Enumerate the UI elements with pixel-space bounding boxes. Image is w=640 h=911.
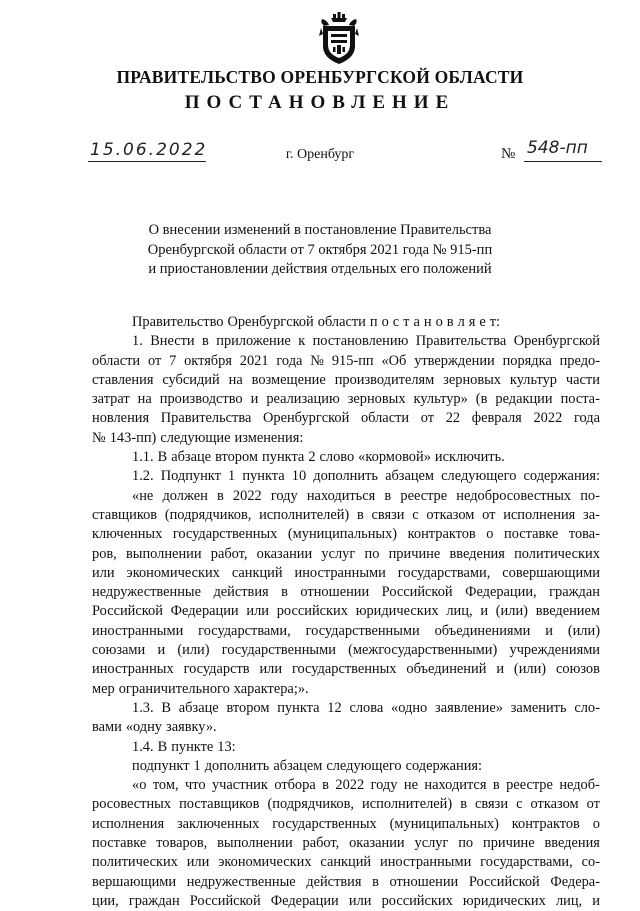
- body-word: объединениями: [434, 622, 531, 639]
- body-word: выполнении: [126, 545, 202, 562]
- body-word: вами: [92, 719, 122, 736]
- body-word: недобросовестных: [456, 487, 572, 504]
- subject-line: О внесении изменений в постановление Правительства: [148, 222, 492, 238]
- body-word: поставке: [92, 835, 147, 852]
- body-word: 12: [327, 699, 342, 716]
- body-word: поставщиков: [179, 796, 260, 813]
- body-line: [92, 371, 600, 390]
- body-word: оказании: [256, 545, 313, 562]
- body-word: от: [586, 796, 600, 813]
- body-word: 22: [445, 410, 461, 427]
- body-word: Российской: [381, 584, 453, 601]
- body-word: области: [92, 352, 141, 369]
- body-line: [92, 448, 600, 467]
- body-word: 2: [308, 449, 316, 466]
- body-word: (или): [495, 603, 528, 620]
- body-word: исключить.: [434, 449, 505, 466]
- document-body: [92, 313, 600, 911]
- body-word: росовестных: [92, 796, 172, 813]
- body-word: (в: [475, 391, 488, 408]
- body-word: В: [157, 449, 168, 466]
- body-word: российских: [381, 892, 453, 909]
- body-word: порядка: [502, 352, 552, 369]
- body-word: или: [246, 603, 269, 620]
- body-word: сло-: [574, 699, 600, 716]
- body-word: в: [446, 314, 454, 330]
- body-word: возмещение: [251, 371, 326, 388]
- body-word: государств: [183, 661, 250, 678]
- body-word: недружественные: [92, 584, 201, 601]
- body-word: №: [310, 352, 324, 369]
- body-word: контрактов: [407, 526, 476, 543]
- body-word: постановлению: [312, 333, 409, 350]
- body-word: (муниципальных): [287, 526, 398, 543]
- body-word: слово: [319, 449, 355, 466]
- body-word: реестре: [506, 777, 553, 794]
- body-word: по: [458, 835, 474, 852]
- document-subject: [0, 221, 640, 280]
- body-word: том,: [152, 777, 179, 794]
- body-word: в: [281, 584, 288, 601]
- body-word: Правительства: [160, 410, 252, 427]
- body-word: вершающими: [92, 873, 177, 890]
- body-word: ров,: [92, 545, 117, 562]
- body-word: или: [186, 854, 210, 871]
- body-word: ограничительного: [118, 680, 230, 697]
- body-line: [92, 641, 600, 660]
- body-word: Федерации: [270, 892, 339, 909]
- body-line: [92, 313, 600, 332]
- body-word: следующие: [160, 429, 231, 446]
- body-line: [92, 873, 600, 892]
- body-word: Оренбургской: [513, 333, 600, 350]
- body-line: [92, 776, 600, 795]
- body-word: подпункт: [132, 757, 190, 774]
- body-word: Подпункт: [160, 468, 221, 485]
- body-word: абзаце: [178, 699, 219, 716]
- number-underline: [524, 161, 602, 162]
- body-word: со-: [581, 854, 600, 871]
- body-word: (или): [513, 661, 547, 678]
- body-word: в: [492, 777, 500, 794]
- body-word: 1.2.: [132, 468, 154, 485]
- body-word: следующего: [326, 757, 402, 774]
- body-word: зерновых: [443, 371, 501, 388]
- body-word: абзацем: [385, 468, 435, 485]
- body-word: характера;».: [233, 680, 309, 697]
- body-word: действия: [213, 584, 269, 601]
- body-word: на: [137, 391, 152, 408]
- body-word: союзами: [92, 642, 146, 659]
- body-word: связи: [371, 506, 405, 523]
- body-word: ключенных: [92, 526, 163, 543]
- body-word: (подрядчиков,: [164, 506, 252, 523]
- body-word: с: [392, 314, 400, 330]
- body-line: [92, 409, 600, 428]
- body-word: о: [592, 815, 600, 832]
- document-number: 548-пп: [527, 138, 588, 158]
- body-word: Российской: [468, 873, 540, 890]
- body-word: государственными: [221, 642, 336, 659]
- body-line: [92, 795, 600, 814]
- body-word: в: [460, 796, 467, 813]
- body-word: втором: [226, 699, 270, 716]
- number-label: №: [501, 146, 516, 162]
- body-line: [92, 525, 600, 544]
- body-word: 13:: [217, 738, 236, 755]
- body-word: 1.3.: [132, 699, 154, 716]
- body-line: [92, 853, 600, 872]
- body-word: 1.4.: [132, 738, 154, 755]
- body-word: ции,: [92, 892, 119, 909]
- body-word: поставке: [504, 526, 559, 543]
- body-word: и: [157, 642, 166, 659]
- body-word: отношении: [389, 873, 459, 890]
- body-word: производство: [159, 391, 243, 408]
- body-word: (или): [567, 622, 600, 639]
- body-word: това-: [568, 526, 600, 543]
- body-word: о: [381, 314, 389, 330]
- body-word: году: [270, 487, 298, 504]
- body-word: экономических: [218, 854, 312, 871]
- body-word: В: [161, 699, 171, 716]
- body-word: Правительства: [415, 333, 507, 350]
- body-word: году: [370, 777, 398, 794]
- body-word: Внести: [150, 333, 195, 350]
- body-word: государствами,: [198, 622, 291, 639]
- body-word: абзацем: [273, 757, 323, 774]
- body-word: редакции: [495, 391, 553, 408]
- body-word: на: [228, 371, 243, 388]
- body-word: 2022: [335, 777, 365, 794]
- body-word: находиться: [306, 487, 376, 504]
- body-word: части: [565, 371, 600, 388]
- body-word: следующего: [441, 468, 517, 485]
- body-word: от: [482, 506, 496, 523]
- body-word: или: [348, 892, 372, 909]
- body-word: с: [516, 796, 523, 813]
- body-word: «одно: [391, 699, 428, 716]
- body-word: государственных: [172, 526, 278, 543]
- body-word: содержания:: [523, 468, 600, 485]
- body-word: от: [147, 352, 162, 369]
- body-word: не: [403, 777, 418, 794]
- body-line: [92, 622, 600, 641]
- body-word: введением: [535, 603, 600, 620]
- body-word: л: [457, 314, 465, 330]
- body-line: [92, 506, 600, 525]
- body-word: слова: [349, 699, 384, 716]
- body-word: совершающими: [502, 564, 600, 581]
- body-word: ставщиков: [92, 506, 158, 523]
- body-word: пункта: [242, 468, 285, 485]
- body-line: [92, 660, 600, 679]
- body-word: «о: [132, 777, 147, 794]
- body-word: области: [317, 314, 366, 330]
- body-word: субсидий: [162, 371, 220, 388]
- body-word: «не: [132, 487, 154, 504]
- body-word: пункте: [171, 738, 214, 755]
- body-word: с: [412, 506, 419, 523]
- body-line: [92, 390, 600, 409]
- body-word: Российской: [92, 603, 163, 620]
- body-word: юридических: [462, 892, 546, 909]
- body-word: поста-: [560, 391, 600, 408]
- body-line: [92, 892, 600, 911]
- body-word: причине: [388, 545, 441, 562]
- body-word: что: [185, 777, 206, 794]
- body-word: и: [545, 622, 553, 639]
- body-word: лиц,: [446, 603, 473, 620]
- body-line: [92, 352, 600, 371]
- body-word: оказании: [349, 835, 405, 852]
- body-word: или: [259, 661, 283, 678]
- body-word: выполнении: [217, 835, 293, 852]
- body-line: [92, 834, 600, 853]
- body-word: года: [276, 352, 303, 369]
- body-word: действия: [306, 873, 362, 890]
- document-type: ПОСТАНОВЛЕНИЕ: [184, 92, 456, 113]
- body-word: втором: [215, 449, 259, 466]
- body-word: исполнителей): [259, 506, 350, 523]
- body-word: товаров,: [156, 835, 208, 852]
- body-word: В: [157, 738, 168, 755]
- body-word: введения: [449, 545, 505, 562]
- body-line: [92, 602, 600, 621]
- body-word: политических: [514, 545, 600, 562]
- body-word: я: [468, 314, 476, 330]
- body-word: октября: [184, 352, 232, 369]
- body-line: [92, 699, 600, 718]
- body-word: (подрядчиков,: [267, 796, 354, 813]
- body-word: и: [480, 603, 489, 620]
- body-word: отношении: [300, 584, 370, 601]
- body-word: иностранными: [92, 622, 184, 639]
- body-word: лиц,: [555, 892, 583, 909]
- body-word: граждан: [549, 584, 600, 601]
- body-word: исполнения: [92, 815, 165, 832]
- body-word: 7: [169, 352, 177, 369]
- body-word: юридических: [355, 603, 439, 620]
- body-line: [92, 738, 600, 757]
- body-word: мер: [92, 680, 115, 697]
- body-word: отказом: [426, 506, 475, 523]
- body-line: [92, 429, 600, 448]
- body-word: государственных: [291, 661, 397, 678]
- body-word: 915-пп: [331, 352, 374, 369]
- body-word: 1.: [132, 333, 143, 350]
- body-word: отказом: [530, 796, 579, 813]
- body-word: недоб-: [559, 777, 600, 794]
- body-word: Правительство: [132, 314, 224, 330]
- body-word: в: [384, 487, 392, 504]
- body-word: о: [486, 526, 494, 543]
- body-line: [92, 680, 600, 699]
- body-word: российских: [276, 603, 348, 620]
- body-word: или: [92, 564, 115, 581]
- body-word: утверждении: [414, 352, 495, 369]
- body-word: в: [202, 333, 209, 350]
- body-word: «одну: [125, 719, 163, 736]
- body-word: по-: [580, 487, 600, 504]
- body-word: государственных: [272, 815, 377, 832]
- body-word: культур»: [413, 391, 468, 408]
- body-word: Российской: [189, 892, 261, 909]
- body-word: и: [250, 391, 259, 408]
- body-word: за-: [583, 506, 600, 523]
- body-word: е: [479, 314, 486, 330]
- body-word: приложение: [216, 333, 291, 350]
- body-word: пункта: [277, 699, 320, 716]
- body-word: услуг: [414, 835, 449, 852]
- body-word: о: [435, 314, 443, 330]
- body-word: года: [573, 410, 600, 427]
- body-word: «Об: [381, 352, 407, 369]
- body-word: контрактов: [511, 815, 580, 832]
- body-word: в: [356, 506, 364, 523]
- body-word: государствами,: [397, 564, 491, 581]
- body-word: (муниципальных): [389, 815, 499, 832]
- body-word: учреждениями: [509, 642, 600, 659]
- body-word: заменить: [510, 699, 567, 716]
- body-word: работ,: [210, 545, 248, 562]
- body-word: абзаце: [171, 449, 212, 466]
- body-word: Федерации: [170, 603, 239, 620]
- body-word: изменения:: [234, 429, 304, 446]
- body-word: 10: [291, 468, 307, 485]
- body-word: и: [496, 661, 505, 678]
- body-word: в: [322, 777, 329, 794]
- body-line: [92, 545, 600, 564]
- body-word: связи: [475, 796, 509, 813]
- body-word: к: [298, 333, 306, 350]
- body-word: находится: [424, 777, 487, 794]
- body-word: причине: [483, 835, 535, 852]
- body-word: реализацию: [266, 391, 340, 408]
- body-word: государственными: [305, 622, 420, 639]
- body-word: дополнить: [204, 757, 270, 774]
- body-word: дополнить: [313, 468, 378, 485]
- body-word: государствами,: [480, 854, 573, 871]
- body-word: экономических: [126, 564, 220, 581]
- body-word: №: [92, 429, 106, 446]
- organization-name: ПРАВИТЕЛЬСТВО ОРЕНБУРГСКОЙ ОБЛАСТИ: [116, 67, 524, 87]
- subject-line: и приостановлении действия отдельных его положений: [148, 261, 492, 277]
- body-word: культур: [509, 371, 557, 388]
- body-word: по: [364, 545, 380, 562]
- body-word: реестре: [400, 487, 448, 504]
- body-word: исполнения: [503, 506, 576, 523]
- coat-of-arms-icon: [318, 12, 360, 66]
- body-word: отбора: [274, 777, 316, 794]
- body-word: санкций: [320, 854, 372, 871]
- body-word: граждан: [128, 892, 180, 909]
- body-word: иностранными: [380, 854, 472, 871]
- body-word: политических: [92, 854, 178, 871]
- body-word: (или): [177, 642, 210, 659]
- body-word: содержания:: [405, 757, 483, 774]
- body-word: предо-: [559, 352, 600, 369]
- body-word: а: [413, 314, 420, 330]
- subject-line: Оренбургской области от 7 октября 2021 года № 915-пп: [147, 241, 493, 258]
- body-word: объединений: [406, 661, 487, 678]
- body-word: Федерации,: [465, 584, 537, 601]
- body-word: исполнителей): [362, 796, 453, 813]
- body-word: 2021: [239, 352, 269, 369]
- body-word: ставления: [92, 371, 154, 388]
- body-word: работ,: [302, 835, 340, 852]
- body-word: санкций: [231, 564, 283, 581]
- body-word: Федера-: [550, 873, 600, 890]
- body-word: 143-пп): [109, 429, 157, 446]
- body-word: 1: [228, 468, 236, 485]
- body-word: иностранными: [294, 564, 386, 581]
- body-line: [92, 815, 600, 834]
- body-word: должен: [162, 487, 208, 504]
- body-word: «кормовой»: [358, 449, 431, 466]
- body-word: от: [420, 410, 435, 427]
- body-word: 1.1.: [132, 449, 154, 466]
- body-line: [92, 718, 600, 737]
- body-word: т:: [489, 314, 501, 330]
- document-date: 15.06.2022: [90, 140, 208, 160]
- body-word: заявку».: [166, 719, 217, 736]
- document-city: г. Оренбург: [285, 147, 355, 162]
- body-line: [92, 757, 600, 776]
- body-line: [92, 583, 600, 602]
- body-word: иностранных: [92, 661, 174, 678]
- body-word: Оренбургской: [227, 314, 314, 330]
- body-word: союзов: [556, 661, 600, 678]
- body-line: [92, 564, 600, 583]
- body-word: участник: [211, 777, 268, 794]
- body-word: т: [403, 314, 410, 330]
- body-word: услуг: [321, 545, 356, 562]
- body-word: и: [592, 892, 600, 909]
- body-word: н: [423, 314, 432, 330]
- body-word: в: [372, 873, 379, 890]
- body-word: зерновых: [347, 391, 406, 408]
- body-word: заключенных: [176, 815, 260, 832]
- body-word: заявление»: [435, 699, 503, 716]
- body-word: Оренбургской: [263, 410, 350, 427]
- body-word: п: [369, 314, 378, 330]
- body-word: 2022: [232, 487, 262, 504]
- body-line: [92, 467, 600, 486]
- body-word: пункта: [262, 449, 305, 466]
- body-line: [92, 487, 600, 506]
- body-word: области: [360, 410, 410, 427]
- body-word: 2022: [533, 410, 563, 427]
- body-word: введения: [544, 835, 600, 852]
- body-word: 1: [193, 757, 201, 774]
- body-line: [92, 332, 600, 351]
- body-word: новления: [92, 410, 150, 427]
- body-word: февраля: [471, 410, 522, 427]
- body-word: производителям: [334, 371, 435, 388]
- body-word: затрат: [92, 391, 130, 408]
- body-word: (межгосударственными): [348, 642, 498, 659]
- body-word: в: [216, 487, 224, 504]
- body-word: недружественные: [186, 873, 296, 890]
